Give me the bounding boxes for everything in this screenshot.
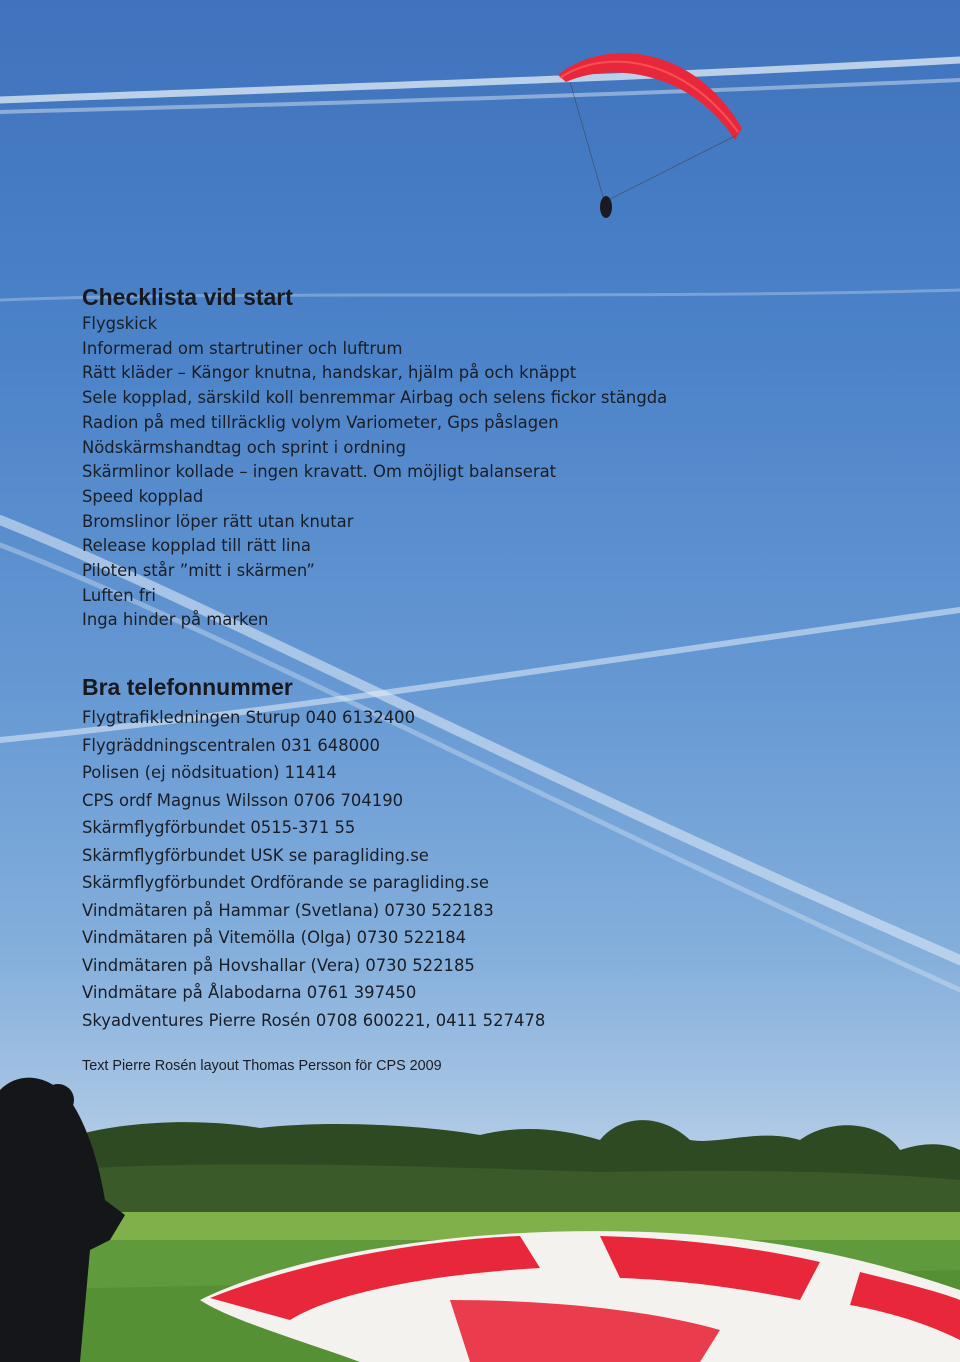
phone-entry: Polisen (ej nödsituation) 11414 bbox=[82, 763, 337, 783]
phone-entry: Skyadventures Pierre Rosén 0708 600221, 0411 527478 bbox=[82, 1010, 546, 1030]
checklist-item: Inga hinder på marken bbox=[82, 610, 269, 630]
phone-entry: Vindmätare på Ålabodarna 0761 397450 bbox=[82, 983, 417, 1003]
checklist-item: Speed kopplad bbox=[82, 486, 204, 506]
phone-entry: Skärmflygförbundet Ordförande se paragliding.se bbox=[82, 873, 489, 893]
checklist-item: Radion på med tillräcklig volym Variometer, Gps påslagen bbox=[82, 412, 559, 432]
phone-entry: Flygräddningscentralen 031 648000 bbox=[82, 735, 380, 755]
phone-entry: CPS ordf Magnus Wilsson 0706 704190 bbox=[82, 790, 404, 810]
checklist-item: Release kopplad till rätt lina bbox=[82, 536, 311, 556]
phone-entry: Vindmätaren på Hovshallar (Vera) 0730 522185 bbox=[82, 955, 475, 975]
phone-entry: Vindmätaren på Hammar (Svetlana) 0730 522183 bbox=[82, 900, 494, 920]
checklist-item: Informerad om startrutiner och luftrum bbox=[82, 338, 403, 358]
checklist-item: Skärmlinor kollade – ingen kravatt. Om möjligt balanserat bbox=[82, 462, 557, 482]
treeline bbox=[60, 1120, 960, 1215]
checklist-item: Luften fri bbox=[82, 585, 156, 605]
checklist-item: Bromslinor löper rätt utan knutar bbox=[82, 511, 354, 531]
phone-entry: Flygtrafikledningen Sturup 040 6132400 bbox=[82, 708, 416, 728]
phone-numbers-title: Bra telefonnummer bbox=[82, 674, 293, 701]
checklist-item: Piloten står ”mitt i skärmen” bbox=[82, 561, 315, 581]
phone-entry: Skärmflygförbundet 0515-371 55 bbox=[82, 818, 356, 838]
checklist-item: Flygskick bbox=[82, 314, 158, 333]
checklist-item: Sele kopplad, särskild koll benremmar Airbag och selens fickor stängda bbox=[82, 388, 668, 408]
phone-entry: Skärmflygförbundet USK se paragliding.se bbox=[82, 845, 429, 865]
checklist-list bbox=[82, 312, 942, 633]
checklist-item: Nödskärmshandtag och sprint i ordning bbox=[82, 437, 407, 457]
phone-entry: Vindmätaren på Vitemölla (Olga) 0730 522184 bbox=[82, 928, 467, 948]
checklist-item: Rätt kläder – Kängor knutna, handskar, hjälm på och knäppt bbox=[82, 363, 577, 383]
credits-line: Text Pierre Rosén layout Thomas Persson för CPS 2009 bbox=[82, 1058, 442, 1075]
phone-numbers-list bbox=[82, 704, 942, 1034]
checklist-page-content bbox=[82, 282, 942, 1076]
checklist-title: Checklista vid start bbox=[82, 284, 293, 310]
